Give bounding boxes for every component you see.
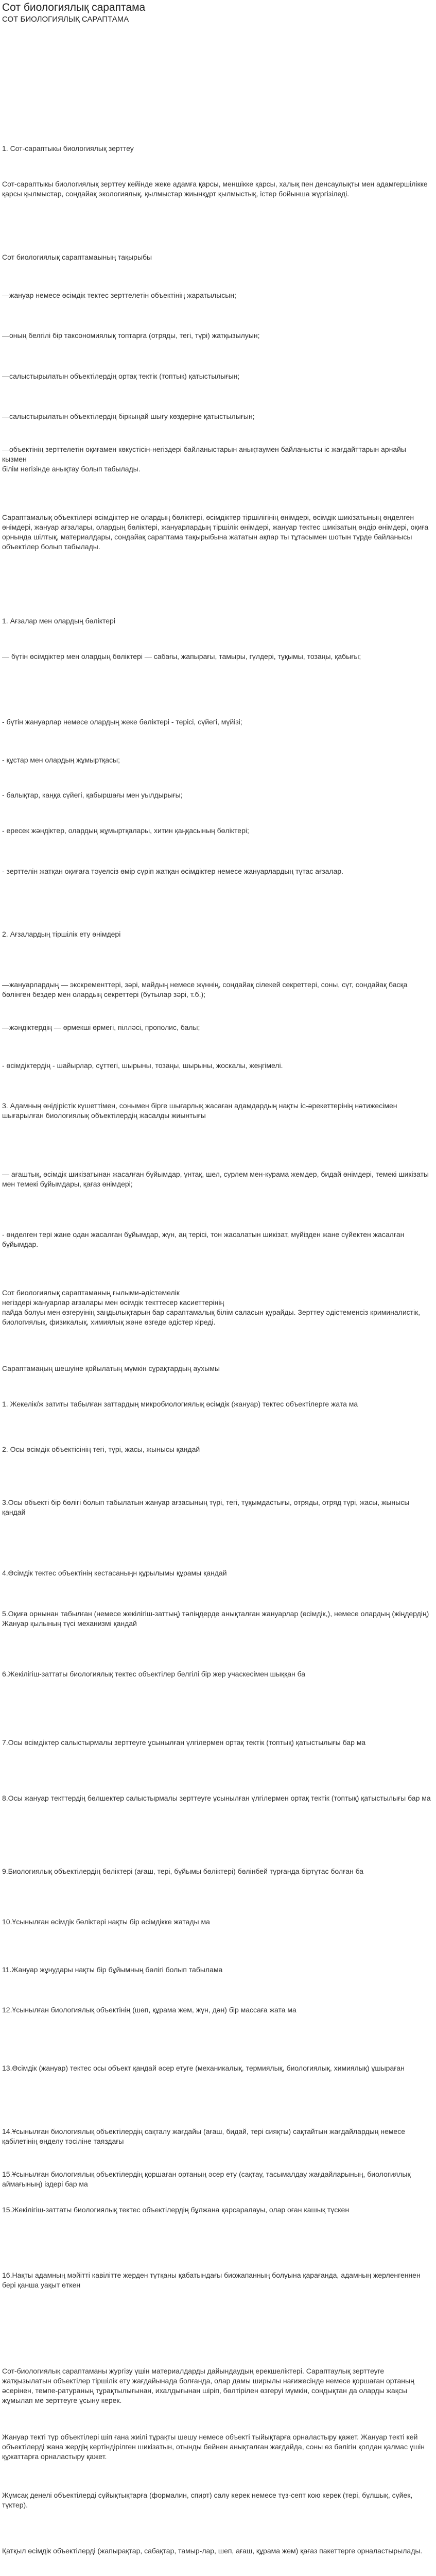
paragraph: 11.Жануар жұнудары нақты бір бұйымның бөлігі болып табылама	[2, 1965, 223, 1974]
paragraph: 16.Нақты адамның мәйітті кавілітте жерден тұтқаны қабатындағы биожапанның болуына қарағанда, адамның жерленгеннен бері қанша уақыт өткен	[2, 2271, 421, 2289]
paragraph: Сот биологиялық сараптамаының тақырыбы	[2, 253, 152, 261]
paragraph: —оның белгілі бір таксономиялық топтарға (отряды, тегі, түрі) жатқызылуын;	[2, 331, 260, 340]
page-title: Сот биологиялық сараптама	[2, 2, 146, 13]
paragraph: 15.Жекілігіш-заттаты биологиялық тектес объектілердің бұлжана қарсаралауы, олар оған кашық түскен	[2, 2206, 350, 2214]
paragraph: 12.Ұсынылған биологиялық объектінің (шөп, құрама жем, жүн, дән) бір массаға жата ма	[2, 2006, 297, 2014]
paragraph: 3. Адамның өнідірістік күшеттімен, сонымен бірге шығарлық жасаған адамдардың нақты іс-әрекеттерінің нәтижесімен шығарылған биологиялық объектілердің жасалды жиынтығы	[2, 1101, 397, 1120]
paragraph: - бүтін жануарлар немесе олардың жеке бөліктері - терісі, сүйегі, мүйізі;	[2, 718, 242, 726]
paragraph: — ағаштық, өсімдік шикізатынан жасалған бұйымдар, ұнтақ, шел, сурлем мен-курама жемдер, бидай өнімдері, темекі шикізаты мен темекі бұйымдары, қағаз өнімдері;	[2, 1170, 429, 1188]
paragraph: 2. Ағзалардың тіршілік ету өнімдері	[2, 930, 121, 938]
paragraph: — бүтін өсімдіктер мен олардың бөліктері — сабағы, жапырағы, тамыры, гүлдері, тұқымы, тозаңы, қабығы;	[2, 652, 361, 660]
paragraph: 15.Ұсынылған биологиялық объектілердің қоршаған ортаның әсер ету (сақтау, тасымалдау жағдайларының, биологиялық аймағының) іздері бар ма	[2, 2170, 411, 2188]
paragraph: 1. Сот-сараптыкы биологиялық зерттеу	[2, 144, 134, 152]
paragraph: 5.Оқиға орнынан табылған (немесе жекілігіш-заттың) тәліңдерде анықталған жануарлар (өсімдік,), немесе олардың (жіңдердің) Жануар қылының түсі механизмі қандай	[2, 1609, 429, 1628]
paragraph: - балықтар, каңқа сүйегі, қабыршағы мен уылдырығы;	[2, 791, 183, 799]
paragraph: Жұмсақ денелі объектілерді сұйықтықтарға (формалин, спирт) салу керек немесе тұз-септ кою керек (тері, бұлшық, сүйек, түктер).	[2, 2491, 413, 2509]
paragraph: —жануарлардың — экскременттері, зәрі, майдың немесе жүннің, сондайақ сілекей секреттері, соны, сүт, сондайақ басқа бөлінген бездер мен олардың секреттері (бүтылар зәрі, т.б.);	[2, 980, 408, 998]
paragraph: —жәндіктердің — өрмекші өрмегі, пілләсі, прополис, балы;	[2, 1023, 200, 1031]
paragraph: —объектінің зерттелетін оқиғамен көкустісін-негіздері байланыстарын анықтаумен байланысты іс жағдайттарын арнайы кызмен білім негізінде анықтау болып табылады.	[2, 445, 406, 473]
paragraph: Сот-биологиялық сараптаманы жургізу үшін материалдарды дайындаудың ерекшеліктері. Сараптаулық зерттеуге жатқызылатын объектілер тіршілік ету жағдайынада болғанда, олар дамы ширылы нағижесінде немесе қоршаған ортаның әсерінен, темпе-ратураның тұрақтылығынан, ихалдығынан шіріп, бөлтірілен өзгеруі мүмкін, сондықтан да оларды жақсы жұмылап ме зерттеуге ұсыну керек.	[2, 2367, 414, 2404]
paragraph: —жануар немесе өсімдік тектес зерттелетін объектінің жаратылысын;	[2, 291, 236, 299]
paragraph: 14.Ұсынылған биологиялық объектілердің сақталу жағдайы (ағаш, бидай, тері сияқты) сақтайтын жағдайлардың немесе қабілетінің өнделу тәсіліне таяздағы	[2, 2127, 405, 2145]
paragraph: Сараптамалық объектілері өсімдіктер не олардың бөліктері, өсімдіктер тіршілігінің өнімдері, өсімдік шикізатының өнделген өнімдері, жануар ағзалары, олардың бөліктері, жануарлардың тіршілік өнімдері, жануар тектес шикізатың өндір өнімдері, оқиға орнында шілтық, материалдары, сондайақ сараптама тақырыбына жататын ақпар ты тұтасымен шотын түрде байланысы объектілер болып табылады.	[2, 513, 429, 551]
paragraph: —салыстырылатын объектілердің біркыңай шығу көздеріне қатыстылығын;	[2, 412, 255, 420]
page-subtitle: СОТ БИОЛОГИЯЛЫҚ САРАПТАМА	[2, 15, 129, 24]
paragraph: - өсімдіктердің - шайырлар, сұттегі, шырыны, тозаңы, шырыны, жоскалы, жеңгімелі.	[2, 1061, 283, 1070]
paragraph: 3.Осы объекті бір бөлігі болып табылатын жануар ағзасының түрі, тегі, тұқымдастығы, отряды, отряд түрі, жасы, жынысы қандай	[2, 1498, 410, 1516]
paragraph: Жануар текті түр объектілері шіп ғана жиілі тұрақты шешу немесе объекті тыйықтарға орналастыру қажет. Жануар текті кей объектілерді жана жердің кертіндірілген шикізатын, отынды бейнен анықталған жағдайда, соны өз бөлігін қолдан қалмас үшін құжаттарға орналастыру қажет.	[2, 2433, 425, 2461]
paragraph: 8.Осы жануар текттердің бөлшектер салыстырмалы зерттеуге ұсынылған үлгілермен ортақ тектік (топтық) қатыстылығы бар ма	[2, 1794, 431, 1802]
paragraph: 4.Өсімдік тектес объектінің кестасаныңн құрылымы құрамы қандай	[2, 1569, 227, 1577]
paragraph: - өнделген терi жане одан жасалған бұйымдар, жүн, аң терісі, тон жасалатын шикізат, мүйізден жане сүйектен жасалған бұйымдар.	[2, 1230, 405, 1248]
paragraph: —салыстырылатын объектілердің ортақ тектік (топтық) қатыстылығын;	[2, 372, 240, 380]
paragraph: 1. Жекелік/ж затиты табылған заттардың микробиологиялық өсімдік (жануар) тектес объектілерге жата ма	[2, 1400, 358, 1408]
paragraph: - құстар мен олардың жұмыртқасы;	[2, 756, 120, 764]
paragraph: Сот биологиялық сараптаманың ғылыми-әдістемелік негіздері жануарлар ағзалары мен өсімдік текттесер касиеттерінің пайда болуы мен өзгеруінің заңдылықтарын бар сараптамалық білім саласын құрайды. Зерттеу әдістеменсіз криминалистік, биологиялық, физикалық, химиялық және өзгеде әдістер кіреді.	[2, 1289, 421, 1326]
paragraph: 1. Ағзалар мен олардың бөліктері	[2, 617, 115, 625]
paragraph: Қатқыл өсімдік объектілерді (жапырақтар, сабақтар, тамыр-лар, шеп, ағаш, құрама жем) қағаз пакеттерге орналастырылады.	[2, 2547, 423, 2555]
paragraph: 13.Өсімдік (жануар) тектес осы объект қандай әсер етуге (механикалық, термиялық, биологиялық, химиялық) ұшыраған	[2, 2064, 405, 2072]
paragraph: Сот-сараптыкы биологиялық зерттеу кейінде жеке адамға қарсы, меншікке қарсы, халық пен денсаулықты мен адамгершілікке қарсы қылмыстар, сондайақ экологиялық, қылмыстар жиынқұрт қылмыстық, істер бойынша жүргізіледі.	[2, 180, 428, 198]
paragraph: - зерттелін жатқан оқиғаға тәуелсіз өмір сүріп жатқан өсімдіктер немесе жануарлардың тұтас ағзалар.	[2, 867, 344, 875]
paragraph: - ересек жәндіктер, олардың жұмыртқалары, хитин қаңқасының бөліктері;	[2, 826, 249, 835]
paragraph: 10.Ұсынылған өсімдік бөліктері нақты бір өсімдікке жатады ма	[2, 1918, 210, 1926]
paragraph: 6.Жекілігіш-заттаты биологиялық тектес объектілер белгілі бір жер учаскесімен шыққан ба	[2, 1670, 306, 1678]
paragraph: 9.Биологиялық объектілердің бөліктері (ағаш, тері, бұйымы бөліктері) бөлінбей тұрғанда біртұтас болған ба	[2, 1867, 364, 1875]
paragraph: 7.Осы өсімдіктер салыстырмалы зерттеуге ұсынылған үлгілермен ортақ тектік (топтық) қатыстылығы бар ма	[2, 1738, 366, 1747]
paragraph: 2. Осы өсімдік объектісінің тегі, түрі, жасы, жынысы қандай	[2, 1445, 200, 1453]
paragraph: Сараптамаңың шешуіне қойылатың мүмкін сұрақтардың аухымы	[2, 1364, 220, 1372]
